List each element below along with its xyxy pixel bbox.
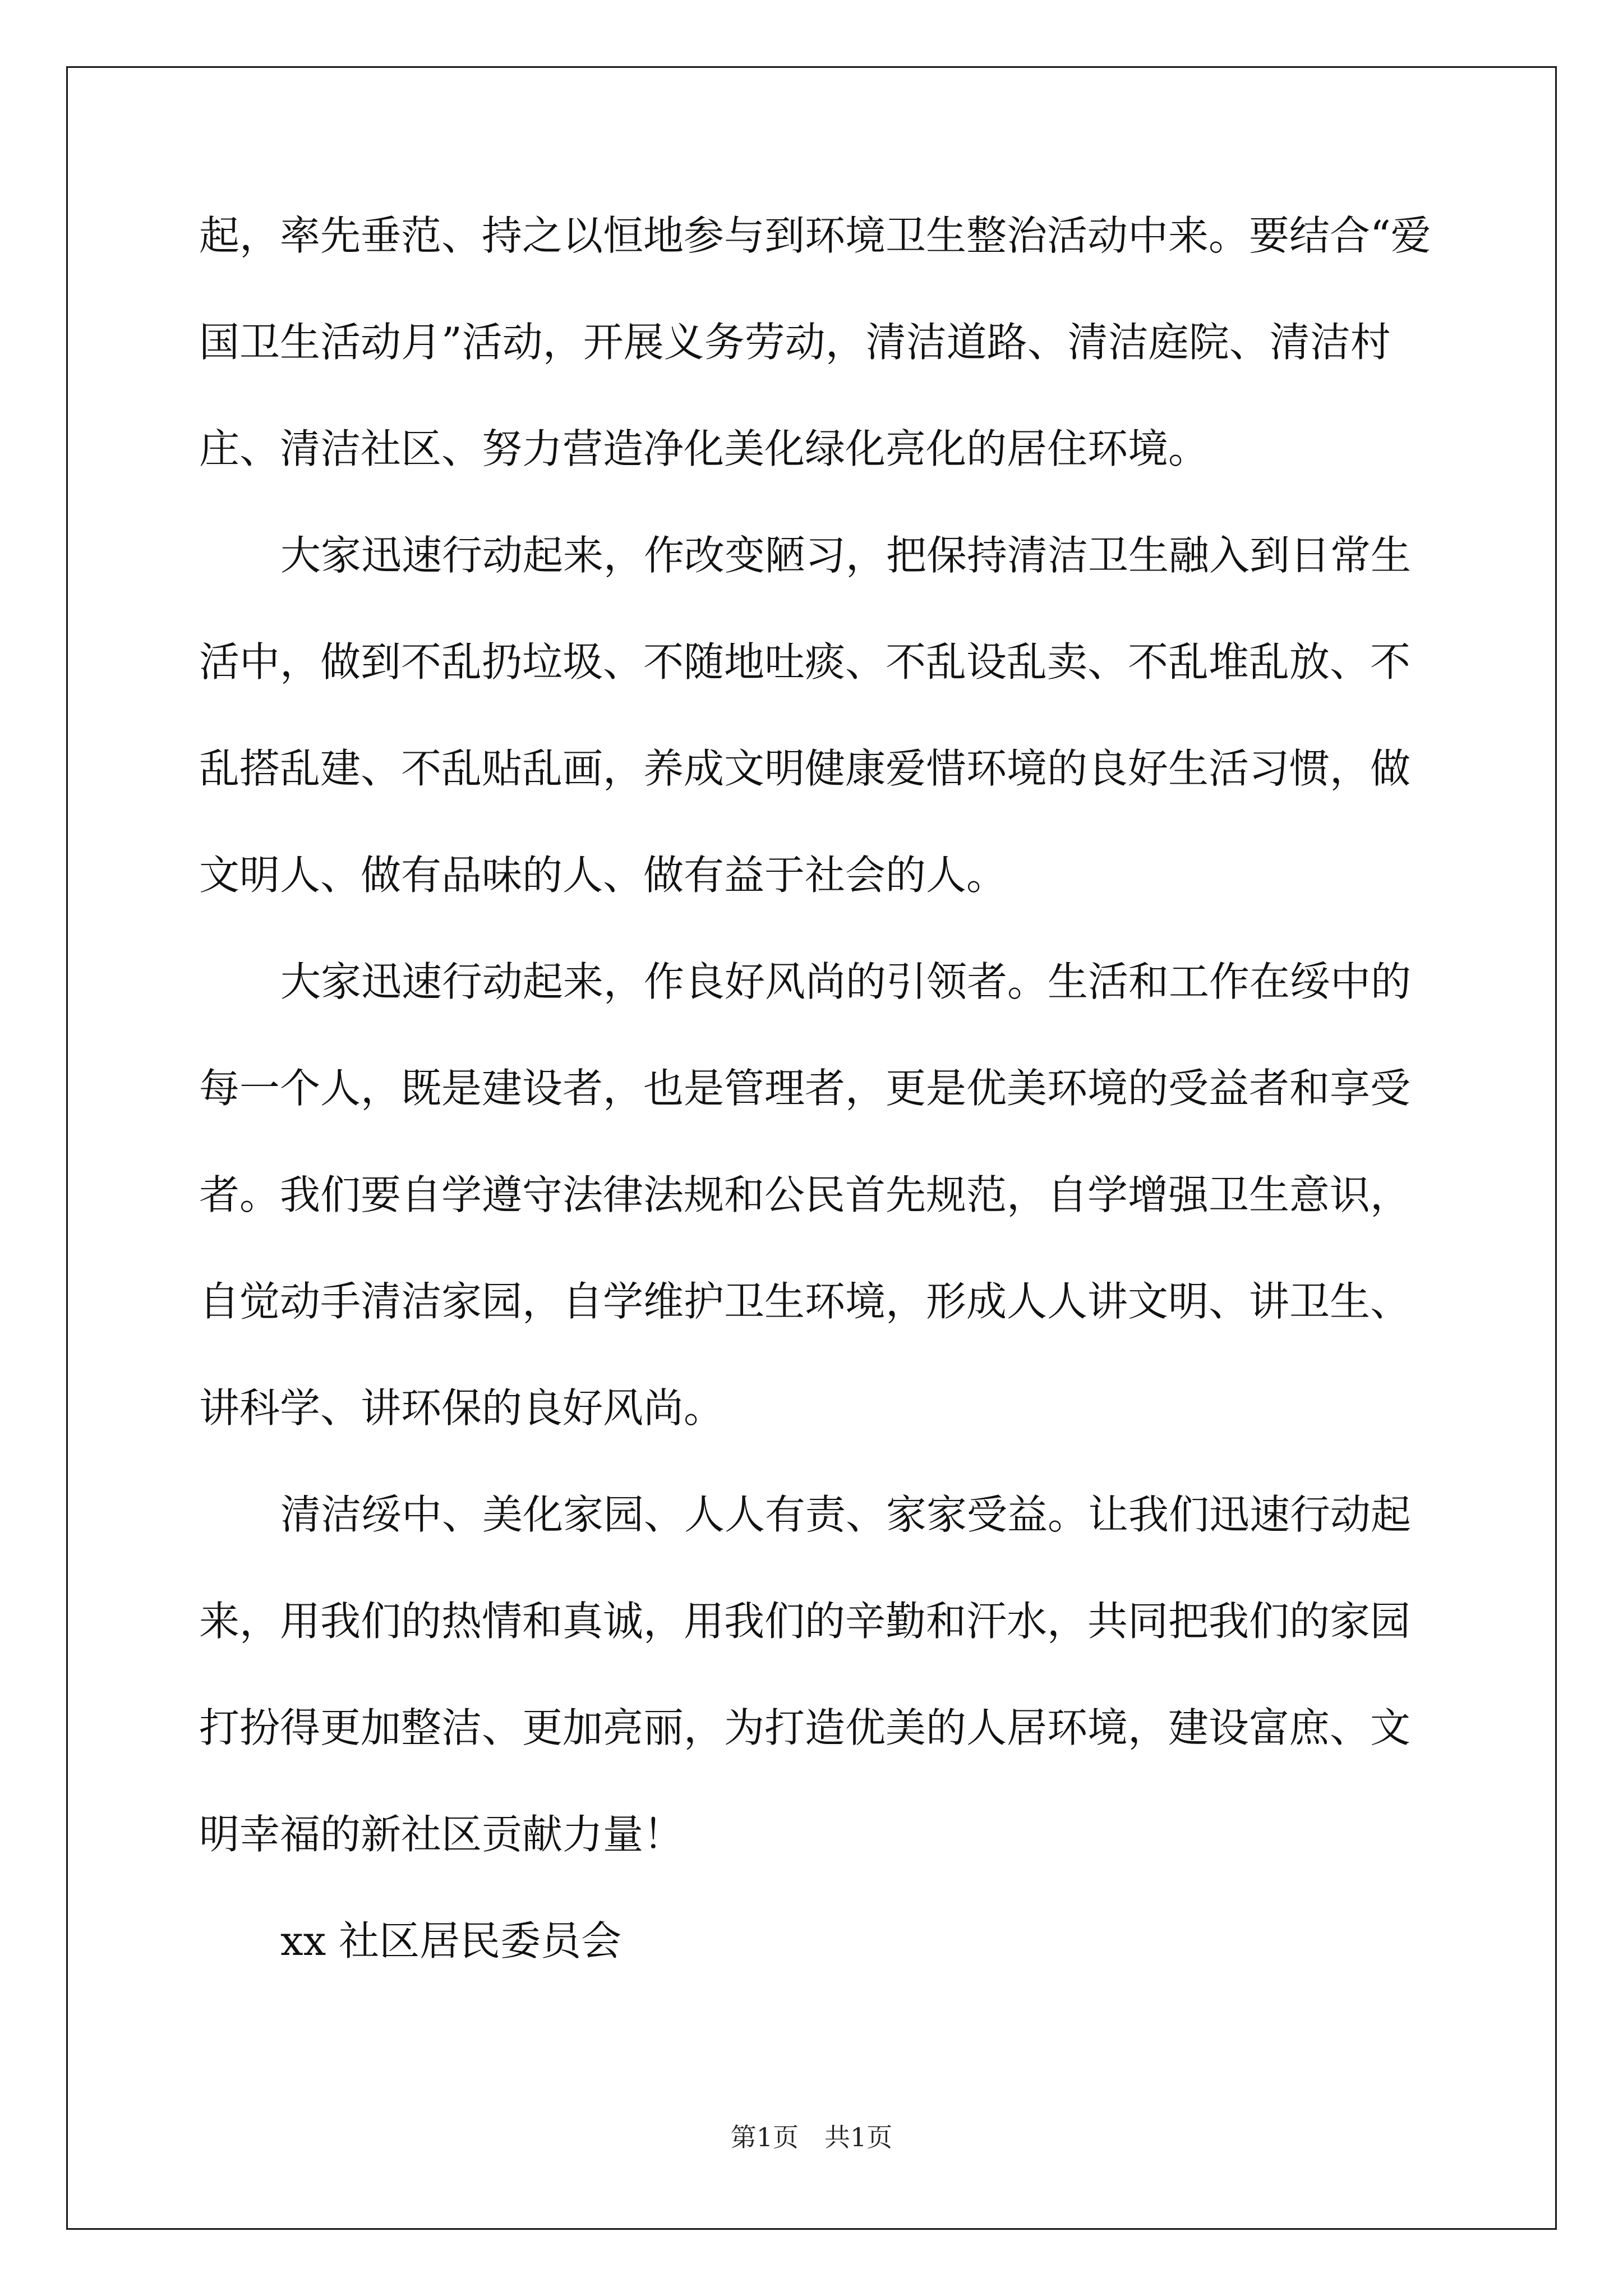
text-line: 打扮得更加整洁、更加亮丽，为打造优美的人居环境，建设富庶、文: [199, 1704, 1411, 1751]
paragraph-first-line: 清洁绥中、美化家园、人人有责、家家受益。让我们迅速行动起: [280, 1491, 1412, 1538]
text-line: 者。我们要自学遵守法律法规和公民首先规范，自学增强卫生意识，: [199, 1171, 1411, 1218]
text-line: 每一个人，既是建设者，也是管理者，更是优美环境的受益者和享受: [199, 1065, 1411, 1112]
text-line: 庄、清洁社区、努力营造净化美化绿化亮化的居住环境。: [199, 425, 1209, 472]
paragraph-first-line: 大家迅速行动起来，作良好风尚的引领者。生活和工作在绥中的: [280, 958, 1412, 1005]
text-line: 活中，做到不乱扔垃圾、不随地吐痰、不乱设乱卖、不乱堆乱放、不: [199, 638, 1411, 685]
text-line: 文明人、做有品味的人、做有益于社会的人。: [199, 852, 1007, 899]
text-line: 讲科学、讲环保的良好风尚。: [199, 1384, 725, 1432]
page-border: [66, 66, 1557, 2230]
page-footer: 第1页 共1页: [730, 2122, 893, 2152]
text-line: 乱搭乱建、不乱贴乱画，养成文明健康爱惜环境的良好生活习惯，做: [199, 745, 1411, 792]
text-line: 来，用我们的热情和真诚，用我们的辛勤和汗水，共同把我们的家园: [199, 1598, 1411, 1645]
text-line: 起，率先垂范、持之以恒地参与到环境卫生整治活动中来。要结合“爱: [199, 212, 1431, 259]
paragraph-first-line: 大家迅速行动起来，作改变陋习，把保持清洁卫生融入到日常生: [280, 532, 1412, 579]
text-line: 自觉动手清洁家园，自学维护卫生环境，形成人人讲文明、讲卫生、: [199, 1278, 1411, 1325]
text-line: 明幸福的新社区贡献力量！: [199, 1811, 684, 1858]
text-line: 国卫生活动月”活动，开展义务劳动，清洁道路、清洁庭院、清洁村: [199, 319, 1391, 366]
signature-line: xx 社区居民委员会: [280, 1917, 622, 1964]
